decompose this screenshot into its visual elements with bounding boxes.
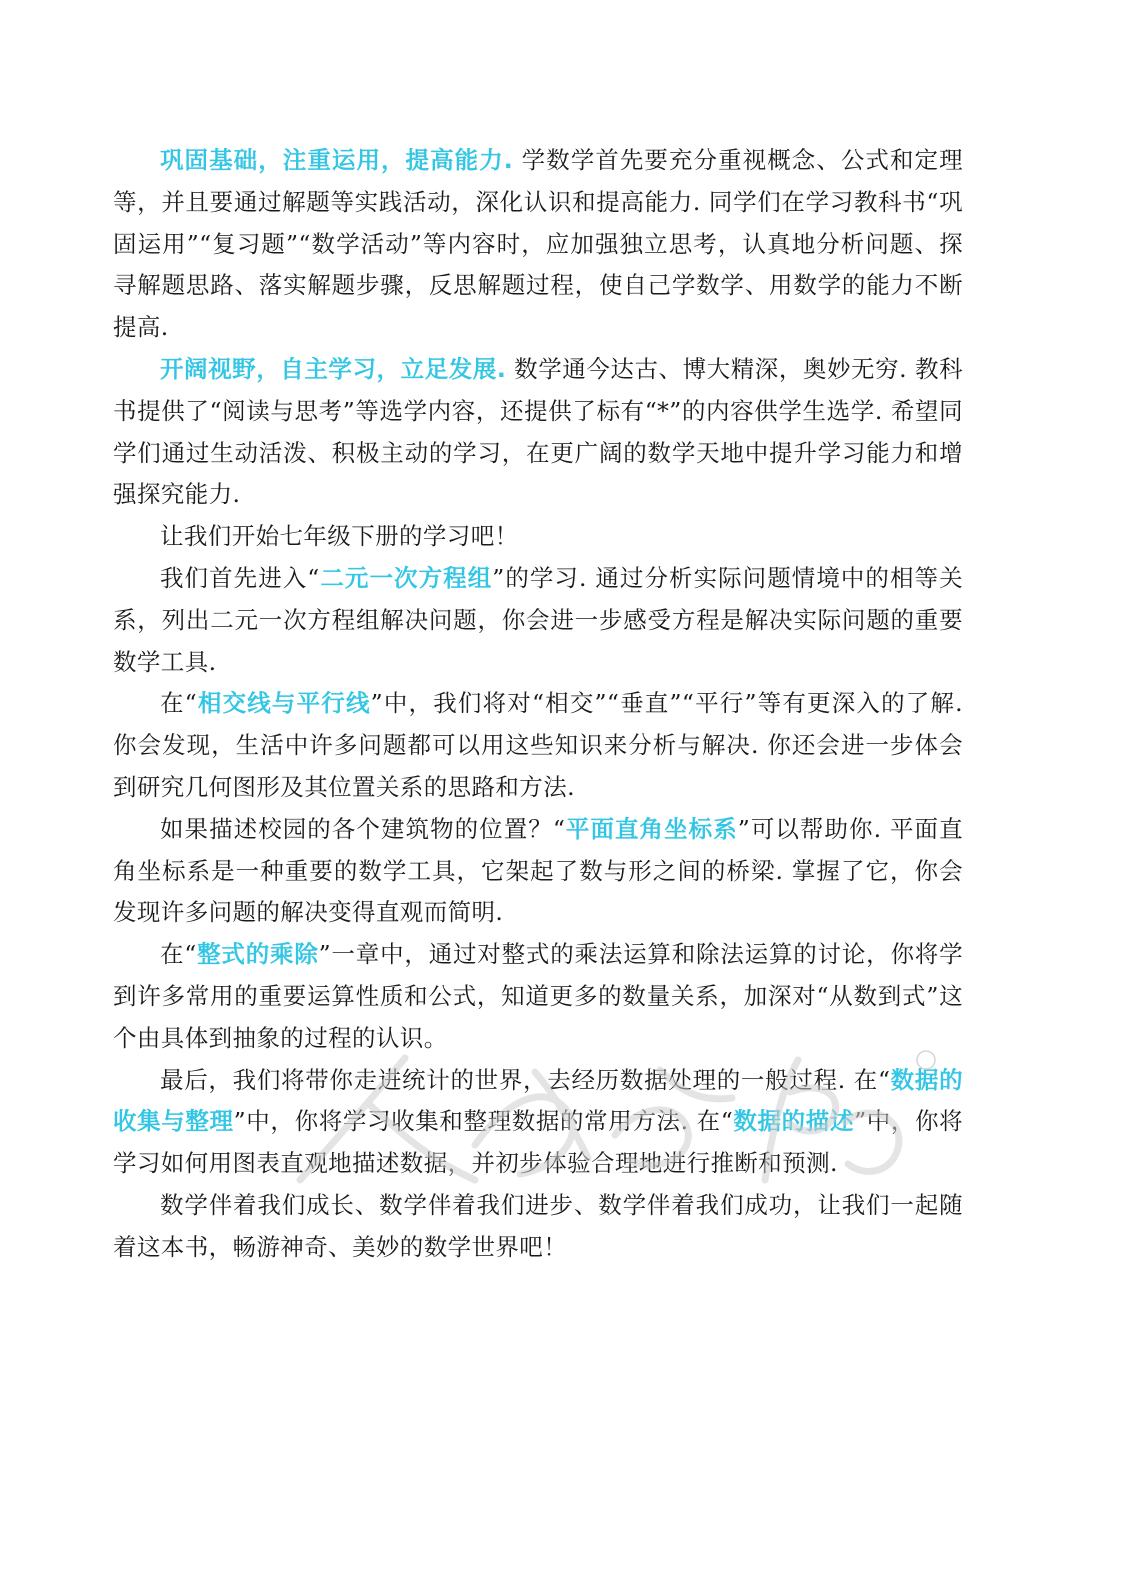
paragraph-coordinates: [113, 809, 963, 934]
paragraph-text: 数学通今达古、博大精深，奥妙无穷. 教科书提供了“阅读与思考”等选学内容，还提供了标有“*”的内容供学生选学. 希望同学们通过生动活泼、积极主动的学习，在更广阔的数学天地中提升学习能力和增强探究能力.: [113, 354, 963, 509]
paragraph-text: ”的学习. 通过分析实际问题情境中的相等关系，列出二元一次方程组解决问题，你会进一步感受方程是解决实际问题的重要数学工具.: [113, 563, 963, 676]
page-body: [113, 140, 963, 1269]
paragraph-broaden: [113, 349, 963, 516]
paragraph-text: ”可以帮助你. 平面直角坐标系是一种重要的数学工具，它架起了数与形之间的桥梁. 掌握了它，你会发现许多问题的解决变得直观而简明.: [113, 814, 963, 927]
chapter-name: 数据的收集与整理: [113, 1065, 963, 1136]
paragraph-start: [113, 516, 963, 558]
paragraph-consolidate: [113, 140, 963, 349]
chapter-name: 二元一次方程组: [319, 563, 493, 592]
paragraph-text: 数学伴着我们成长、数学伴着我们进步、数学伴着我们成功，让我们一起随着这本书，畅游神奇、美妙的数学世界吧！: [113, 1190, 963, 1261]
paragraph-text: ”中，我们将对“相交”“垂直”“平行”等有更深入的了解. 你会发现，生活中许多问题都可以用这些知识来分析与解决. 你还会进一步体会到研究几何图形及其位置关系的思路和方法.: [113, 689, 963, 801]
paragraph-statistics: [113, 1060, 963, 1185]
paragraph-text: 在“: [160, 940, 197, 969]
paragraph-text: 在“: [160, 689, 198, 718]
paragraph-text: ”中，你将学习如何用图表直观地描述数据，并初步体验合理地进行推断和预测.: [113, 1107, 964, 1178]
paragraph-closing: [113, 1185, 963, 1269]
chapter-name: 平面直角坐标系: [565, 814, 738, 843]
paragraph-text: ”一章中，通过对整式的乘法运算和除法运算的讨论，你将学到许多常用的重要运算性质和公式，知道更多的数量关系，加深对“从数到式”这个由具体到抽象的过程的认识。: [113, 940, 963, 1052]
chapter-name: 整式的乘除: [196, 940, 319, 969]
paragraph-lines: [113, 683, 963, 808]
chapter-name: 相交线与平行线: [197, 689, 371, 718]
paragraph-text: ”中，你将学习收集和整理数据的常用方法. 在“: [233, 1107, 734, 1136]
key-phrase: 开阔视野，自主学习，立足发展.: [160, 354, 507, 383]
paragraph-text: 让我们开始七年级下册的学习吧！: [160, 522, 519, 551]
paragraph-equations: [113, 558, 963, 683]
paragraph-text: 最后，我们将带你走进统计的世界，去经历数据处理的一般过程. 在“: [160, 1065, 891, 1094]
chapter-name: 数据的描述: [733, 1107, 855, 1136]
paragraph-polynomials: [113, 934, 963, 1059]
key-phrase: 巩固基础，注重运用，提高能力.: [160, 146, 514, 174]
paragraph-text: 我们首先进入“: [160, 563, 320, 592]
paragraph-text: 学数学首先要充分重视概念、公式和定理等，并且要通过解题等实践活动，深化认识和提高能力. 同学们在学习教科书“巩固运用”“复习题”“数学活动”等内容时，应加强独立思考，认真地分析问题、探寻解题思路、落实解题步骤，反思解题过程，使自己学数学、用数学的能力不断提高.: [113, 146, 963, 342]
paragraph-text: 如果描述校园的各个建筑物的位置？“: [160, 814, 566, 843]
